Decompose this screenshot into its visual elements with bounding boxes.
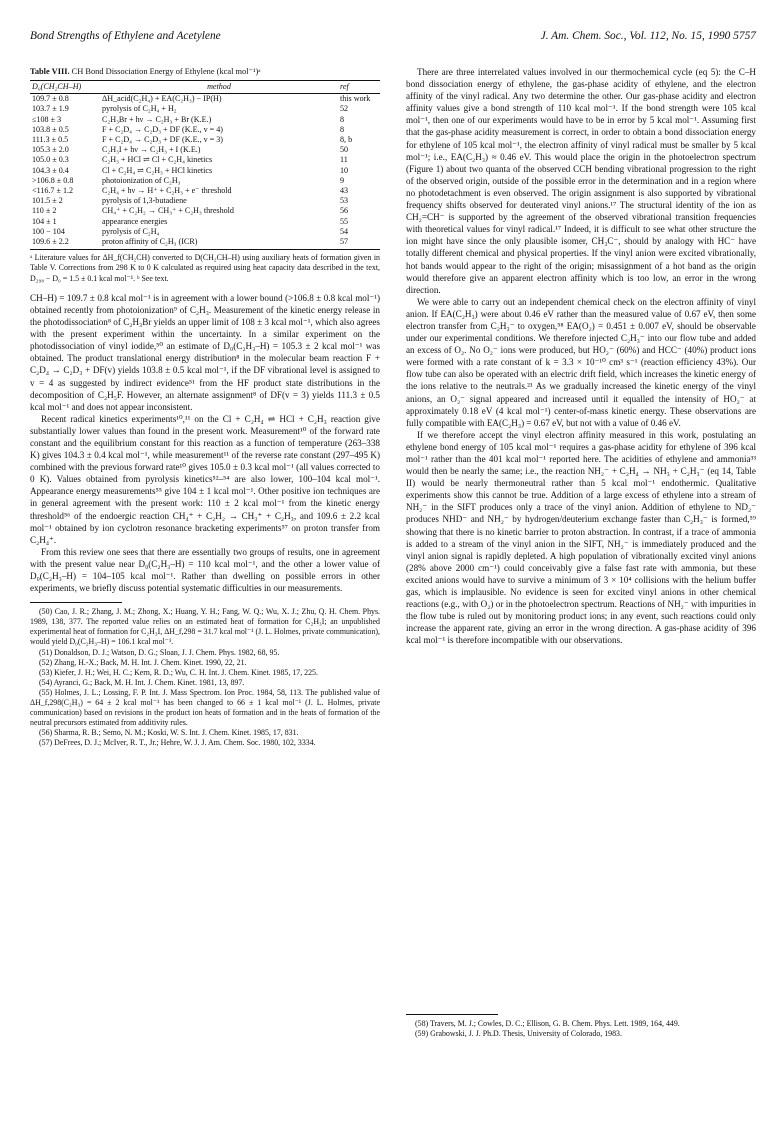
reference-entry: (53) Kiefer, J. H.; Wei, H. C.; Kern, R. D.; Wu, C. H. Int. J. Chem. Kinet. 1985, 17, 225. (39, 667, 318, 677)
left-body-text (30, 292, 380, 594)
column-header-method: method (100, 81, 338, 94)
footnote-rule (30, 602, 122, 603)
table-row (30, 166, 380, 176)
cell-d0-value: 103.8 ± 0.5 (32, 124, 69, 134)
left-references (30, 607, 380, 748)
table-header-row (30, 81, 380, 94)
cell-d0-value: >106.8 ± 0.8 (32, 175, 74, 185)
table-footnote: ᵃ Literature values for ΔH_f(CH₂CH) converted to D(CH₂CH–H) using auxiliary heats of formation given in Table V. Corrections from 298 K to 0 K calculated as required using heat capacity data described in the text, D₂₉₈ − D₀ = 1.5 ± 0.1 kcal mol⁻¹. ᵇ See text. (30, 253, 380, 283)
cell-method: F + C₂D₄ → C₂D₃ + DF (K.E., v = 4) (102, 124, 223, 134)
running-title: Bond Strengths of Ethylene and Acetylene (30, 30, 221, 42)
table-row (30, 94, 380, 105)
cell-d0-value: 105.0 ± 0.3 (32, 155, 69, 165)
table-row (30, 155, 380, 165)
table-row (30, 186, 380, 196)
cell-d0-value: 109.7 ± 0.8 (32, 94, 69, 104)
cell-method: appearance energies (102, 216, 168, 226)
body-paragraph: We were able to carry out an independent chemical check on the electron affinity of vinyl anion. If EA(C₂H₃) were about 0.46 eV rather than the measured value of 0.67 eV, then some electron transfer from C₂H₃⁻ to oxygen,⁵⁸ EA(O₂) = 0.451 ± 0.007 eV, should be observable under our experimental conditions. We therefore injected C₂H₃⁻ into our flow tube and added an excess of O₂. No O₂⁻ ions were produced, but HO₂⁻ (60%) and HCC⁻ (40%) product ions were formed with a rate constant of k = 3.3 × 10⁻¹⁰ cm³ s⁻¹ (reaction efficiency 43%). Our flow tube can also be operated with an electric drift field, which increases the kinetic energy of the ions relative to the neutrals.²¹ As we gradually increased the kinetic energy of the vinyl anions, an O₂⁻ signal appeared and increased until it equalled the intensity of HO₂⁻ at approximately 0.18 eV (4 kcal mol⁻¹) center-of-mass kinetic energy. These observations are fully compatible with EA(C₂H₃) = 0.67 eV, but not with a value of 0.46 eV. (406, 296, 756, 428)
cell-ref: this work (340, 94, 371, 104)
cell-ref: 50 (340, 145, 349, 155)
right-body-text (406, 66, 756, 647)
running-header (30, 30, 756, 46)
table-title: CH Bond Dissociation Energy of Ethylene (kcal mol⁻¹)ᵃ (71, 67, 261, 76)
reference-entry: (57) DeFrees, D. J.; McIver, R. T., Jr.; Hehre, W. J. J. Am. Chem. Soc. 1980, 102, 3334. (39, 738, 316, 748)
table-row (30, 217, 380, 227)
column-header-ref: ref (338, 81, 380, 94)
reference-entry: (56) Sharma, R. B.; Semo, N. M.; Koski, W. S. Int. J. Chem. Kinet. 1985, 17, 831. (39, 728, 299, 738)
cell-d0-value: 103.7 ± 1.9 (32, 104, 69, 114)
cell-ref: 54 (340, 226, 349, 236)
table-row (30, 176, 380, 186)
cell-method: photoionization of C₂H₃ (102, 175, 181, 185)
cell-method: pyrolysis of 1,3-butadiene (102, 196, 187, 206)
right-column (406, 66, 756, 647)
cell-ref: 10 (340, 165, 349, 175)
reference-entry: (54) Ayranci, G.; Back, M. H. Int. J. Chem. Kinet. 1981, 13, 897. (39, 677, 245, 687)
cell-method: C₂H₃ + HCl ⇌ Cl + C₂H₄ kinetics (102, 155, 213, 165)
cell-ref: 57 (338, 237, 380, 250)
left-column (30, 66, 380, 749)
cell-method: ΔH_acid(C₂H₄) + EA(C₂H₃) − IP(H) (102, 94, 222, 104)
reference-entry: (52) Zhang, H.-X.; Back, M. H. Int. J. Chem. Kinet. 1990, 22, 21. (39, 657, 247, 667)
table-row (30, 145, 380, 155)
table-row (30, 196, 380, 206)
footnote-rule-right (406, 1014, 498, 1015)
cell-ref: 11 (340, 155, 348, 165)
journal-citation: J. Am. Chem. Soc., Vol. 112, No. 15, 1990 5757 (540, 30, 756, 42)
reference-entry: (55) Holmes, J. L.; Lossing, F. P. Int. J. Mass Spectrom. Ion Proc. 1984, 58, 113. The published value of ΔH_f,298(C₂H₃) = 64 ± 2 kcal mol⁻¹ has been changed to 66 ± 1 kcal mol⁻¹ (J. L. Holmes, private communication) based on revisions in the product ion heats of formation and in the heats of formation of the neutral precursors estimated from additivity rules. (30, 687, 380, 728)
cell-method: C₂H₄ + hν → H⁺ + C₂H₃ + e⁻ threshold (102, 186, 232, 196)
table-row (30, 206, 380, 216)
table-row (30, 135, 380, 145)
right-references (406, 1019, 756, 1039)
cell-ref: 8 (340, 124, 345, 134)
cell-d0-value: 104.3 ± 0.4 (32, 165, 69, 175)
cell-ref: 56 (340, 206, 349, 216)
bond-energy-table (30, 80, 380, 250)
body-paragraph: There are three interrelated values involved in our thermochemical cycle (eq 5): the C–H bond dissociation energy of ethylene, the gas-phase acidity of ethylene, and the electron affinity of the vinyl radical. Any two determine the other. Our gas-phase acidity and electron affinity values give a bond strength of 110 kcal mol⁻¹. If the bond strength were 105 kcal mol⁻¹, then one of our experiments would have to be in error by 5 kcal mol⁻¹. Assuming first that the gas-phase acidity measurement is correct, in order to obtain a bond dissociation energy for ethylene of 105 kcal mol⁻¹, the electron affinity of vinyl radical must be smaller by 5 kcal mol⁻¹; i.e., EA(C₂H₃) ≈ 0.46 eV. This would place the origin in the photoelectron spectrum (Figure 1) about two quanta of the observed CCH bending vibrational progression to the right of the observed origin, outside of the possible error in the determination and in a region where no photodetachment is even observed. The origin assignment is also supported by vibrational frequency shifts observed for deuterated vinyl anions.¹⁷ The structural identity of the ion as CH₂=CH⁻ is supported by the agreement of the observed vibrational transition frequencies with theoretical values for vinyl radical.¹⁷ Indeed, it is difficult to see what other structure the ion might have since the only plausible isomer, CH₃C⁻, should by analogy with HC⁻ have totally different chemical and physical properties. If the vinyl anion were excited vibrationally, hot bands would appear to the right of the origin; misassignment of a hot band as the origin would therefore give an apparent electron affinity which is too low, an error in the wrong direction. (406, 67, 756, 295)
cell-d0-value: 111.3 ± 0.5 (32, 135, 69, 145)
body-paragraph: CH–H) = 109.7 ± 0.8 kcal mol⁻¹ is in agreement with a lower bound (>106.8 ± 0.8 kcal mol⁻¹) obtained recently from photoionization⁹ of C₂H₃. Measurement of the kinetic energy release in the photodissociation⁸ of C₂H₃Br yields an upper limit of 108 ± 3 kcal mol⁻¹, which also agrees with the present experiment within the uncertainty. In a similar experiment on the photodissociation of vinyl iodide,⁵⁰ an estimate of D₀(C₂H₃–H) = 105.3 ± 2 kcal mol⁻¹ was obtained. The product translational energy distribution⁸ in the molecular beam reaction F + C₂D₄ → C₂D₃ + DF(v) yields 103.8 ± 0.5 kcal mol⁻¹, if the DF vibrational level is assigned to v = 4 as suggested by indirect evidence⁵¹ from the HF product state distributions in the decomposition of C₂H₅F. However, an alternate assignment⁸ of DF(v = 3) yields 111.3 ± 0.5 kcal mol⁻¹ and does not appear inconsistent. (30, 292, 380, 412)
cell-d0-value: 110 ± 2 (32, 206, 57, 216)
table-row (30, 125, 380, 135)
cell-d0-value: <116.7 ± 1.2 (32, 186, 74, 196)
cell-ref: 55 (340, 216, 349, 226)
reference-entry: (59) Grabowski, J. J. Ph.D. Thesis, University of Colorado, 1983. (415, 1029, 622, 1039)
cell-method: C₂H₃I + hν → C₂H₃ + I (K.E.) (102, 145, 201, 155)
cell-ref: 43 (340, 186, 349, 196)
cell-d0-value: 109.6 ± 2.2 (30, 237, 100, 250)
cell-d0-value: 100 − 104 (32, 226, 65, 236)
reference-entry: (58) Travers, M. J.; Cowles, D. C.; Ellison, G. B. Chem. Phys. Lett. 1989, 164, 449. (415, 1019, 680, 1028)
cell-method: pyrolysis of C₂H₄ (102, 226, 160, 236)
reference-entry: (50) Cao, J. R.; Zhang, J. M.; Zhong, X.; Huang, Y. H.; Fang, W. Q.; Wu, X. J.; Zhu, Q. H. Chem. Phys. 1989, 138, 377. The reported value relies on an estimated heat of formation for C₂H₃I; an unpublished experimental heat of formation for C₂H₃I, ΔH_f,298 = 31.7 kcal mol⁻¹ (J. L. Holmes, private communication), would yield D₀(C₂H₃–H) = 106.1 kcal mol⁻¹. (30, 607, 380, 647)
cell-method: pyrolysis of C₂H₄ + H₂ (102, 104, 177, 114)
cell-method: C₂H₃Br + hν → C₂H₃ + Br (K.E.) (102, 114, 212, 124)
cell-d0-value: ≤108 ± 3 (32, 114, 62, 124)
column-header-d0: D₀(CH₂CH–H) (30, 81, 100, 94)
cell-d0-value: 105.3 ± 2.0 (32, 145, 69, 155)
cell-method: F + C₂D₄ → C₂D₃ + DF (K.E., v = 3) (102, 135, 223, 145)
cell-ref: 53 (340, 196, 349, 206)
cell-ref: 8, b (340, 135, 353, 145)
body-paragraph: Recent radical kinetics experiments¹⁰,¹¹ on the Cl + C₂H₄ ⇌ HCl + C₂H₃ reaction give substantially lower values than found in the present work. Measurement¹⁰ of the forward rate constant and the equilibrium constant for this reaction as a function of temperature (263–338 K) gives 104.3 ± 0.4 kcal mol⁻¹, while measurement¹¹ of the reverse rate constant (297–495 K) combined with the previous forward rate¹⁰ gives 105.0 ± 0.3 kcal mol⁻¹ (all values corrected to 0 K). Values obtained from pyrolysis kinetics⁵²–⁵⁴ are also lower, 100–104 kcal mol⁻¹. Appearance energy measurements⁵⁵ give 104 ± 1 kcal mol⁻¹. Other positive ion techniques are in general agreement with the present work: 110 ± 2 kcal mol⁻¹ from the kinetic energy threshold⁵⁶ of the endoergic reaction CH₄⁺ + C₂H₂ → CH₃⁺ + C₂H₃, and 109.6 ± 2.2 kcal mol⁻¹ obtained by ion cyclotron resonance bracketing experiments⁵⁷ on proton transfer from C₂H₄⁺. (30, 413, 380, 545)
body-paragraph: From this review one sees that there are essentially two groups of results, one in agreement with the present value near D₀(C₂H₃–H) = 110 kcal mol⁻¹, and the other a lower value of D₀(C₂H₃–H) = 104–105 kcal mol⁻¹. Rather than dwelling on possible errors in other experiments, we briefly discuss potential systematic difficulties in our measurements. (30, 546, 380, 594)
cell-ref: 52 (340, 104, 349, 114)
table-caption (30, 66, 380, 77)
body-paragraph: If we therefore accept the vinyl electron affinity measured in this work, postulating an ethylene bond energy of 105 kcal mol⁻¹ requires a gas-phase acidity for ethylene of 396 kcal mol⁻¹ rather than the 401 kcal mol⁻¹ reported here. The acidities of ethylene and ammonia³³ would then be nearly the same; i.e., the reaction NH₂⁻ + C₂H₄ → NH₃ + C₂H₃⁻ (eq 14, Table II) would be nearly thermoneutral rather than 5 kcal mol⁻¹ endothermic. Qualitative experiments show this cannot be true. Addition of a large excess of ethylene into a stream of NH₂⁻ in the SIFT produces only a trace of the vinyl anion. Addition of ethylene to ND₂⁻ produces NHD⁻ and NH₂⁻ by hydrogen/deuterium exchange faster than C₂H₃⁻ is formed,⁵⁹ showing that there is no kinetic barrier to proton abstraction. In contrast, if a trace of ammonia is added to a stream of the vinyl anion in the SIFT, NH₂⁻ is immediately produced and the vinyl anion signal is rapidly depleted. A high population of vibrationally excited vinyl anions (28% above 2000 cm⁻¹) could conceivably give a false fast rate with ammonia, but these excited anions would have to survive a minimum of 3 × 10⁴ collisions with the helium buffer gas, which is implausible. No evidence is seen for excited vinyl anions in other chemical reactions (e.g., with O₂) or in the photoelectron spectrum. Reactions of NH₂⁻ with impurities in the flow tube is ruled out by monitoring product ions; in any event, such reactions could only increase the apparent rate, giving an error in the wrong direction. A gas-phase acidity of 396 kcal mol⁻¹ is therefore incompatible with our observations. (406, 429, 756, 646)
cell-method: Cl + C₂H₄ ⇌ C₂H₃ + HCl kinetics (102, 165, 213, 175)
cell-d0-value: 101.5 ± 2 (32, 196, 63, 206)
cell-d0-value: 104 ± 1 (32, 216, 57, 226)
cell-method: CH₄⁺ + C₂H₂ → CH₃⁺ + C₂H₃ threshold (102, 206, 234, 216)
cell-ref: 8 (340, 114, 345, 124)
table-row (30, 104, 380, 114)
table-label: Table VIII. (30, 67, 70, 76)
reference-entry: (51) Donaldson, D. J.; Watson, D. G.; Sloan, J. J. Chem. Phys. 1982, 68, 95. (39, 647, 280, 657)
cell-ref: 9 (340, 175, 345, 185)
table-body (30, 94, 380, 250)
right-references-block (406, 1014, 756, 1039)
cell-method: proton affinity of C₂H₃ (ICR) (100, 237, 338, 250)
table-row (30, 237, 380, 250)
table-row (30, 227, 380, 237)
table-row (30, 115, 380, 125)
